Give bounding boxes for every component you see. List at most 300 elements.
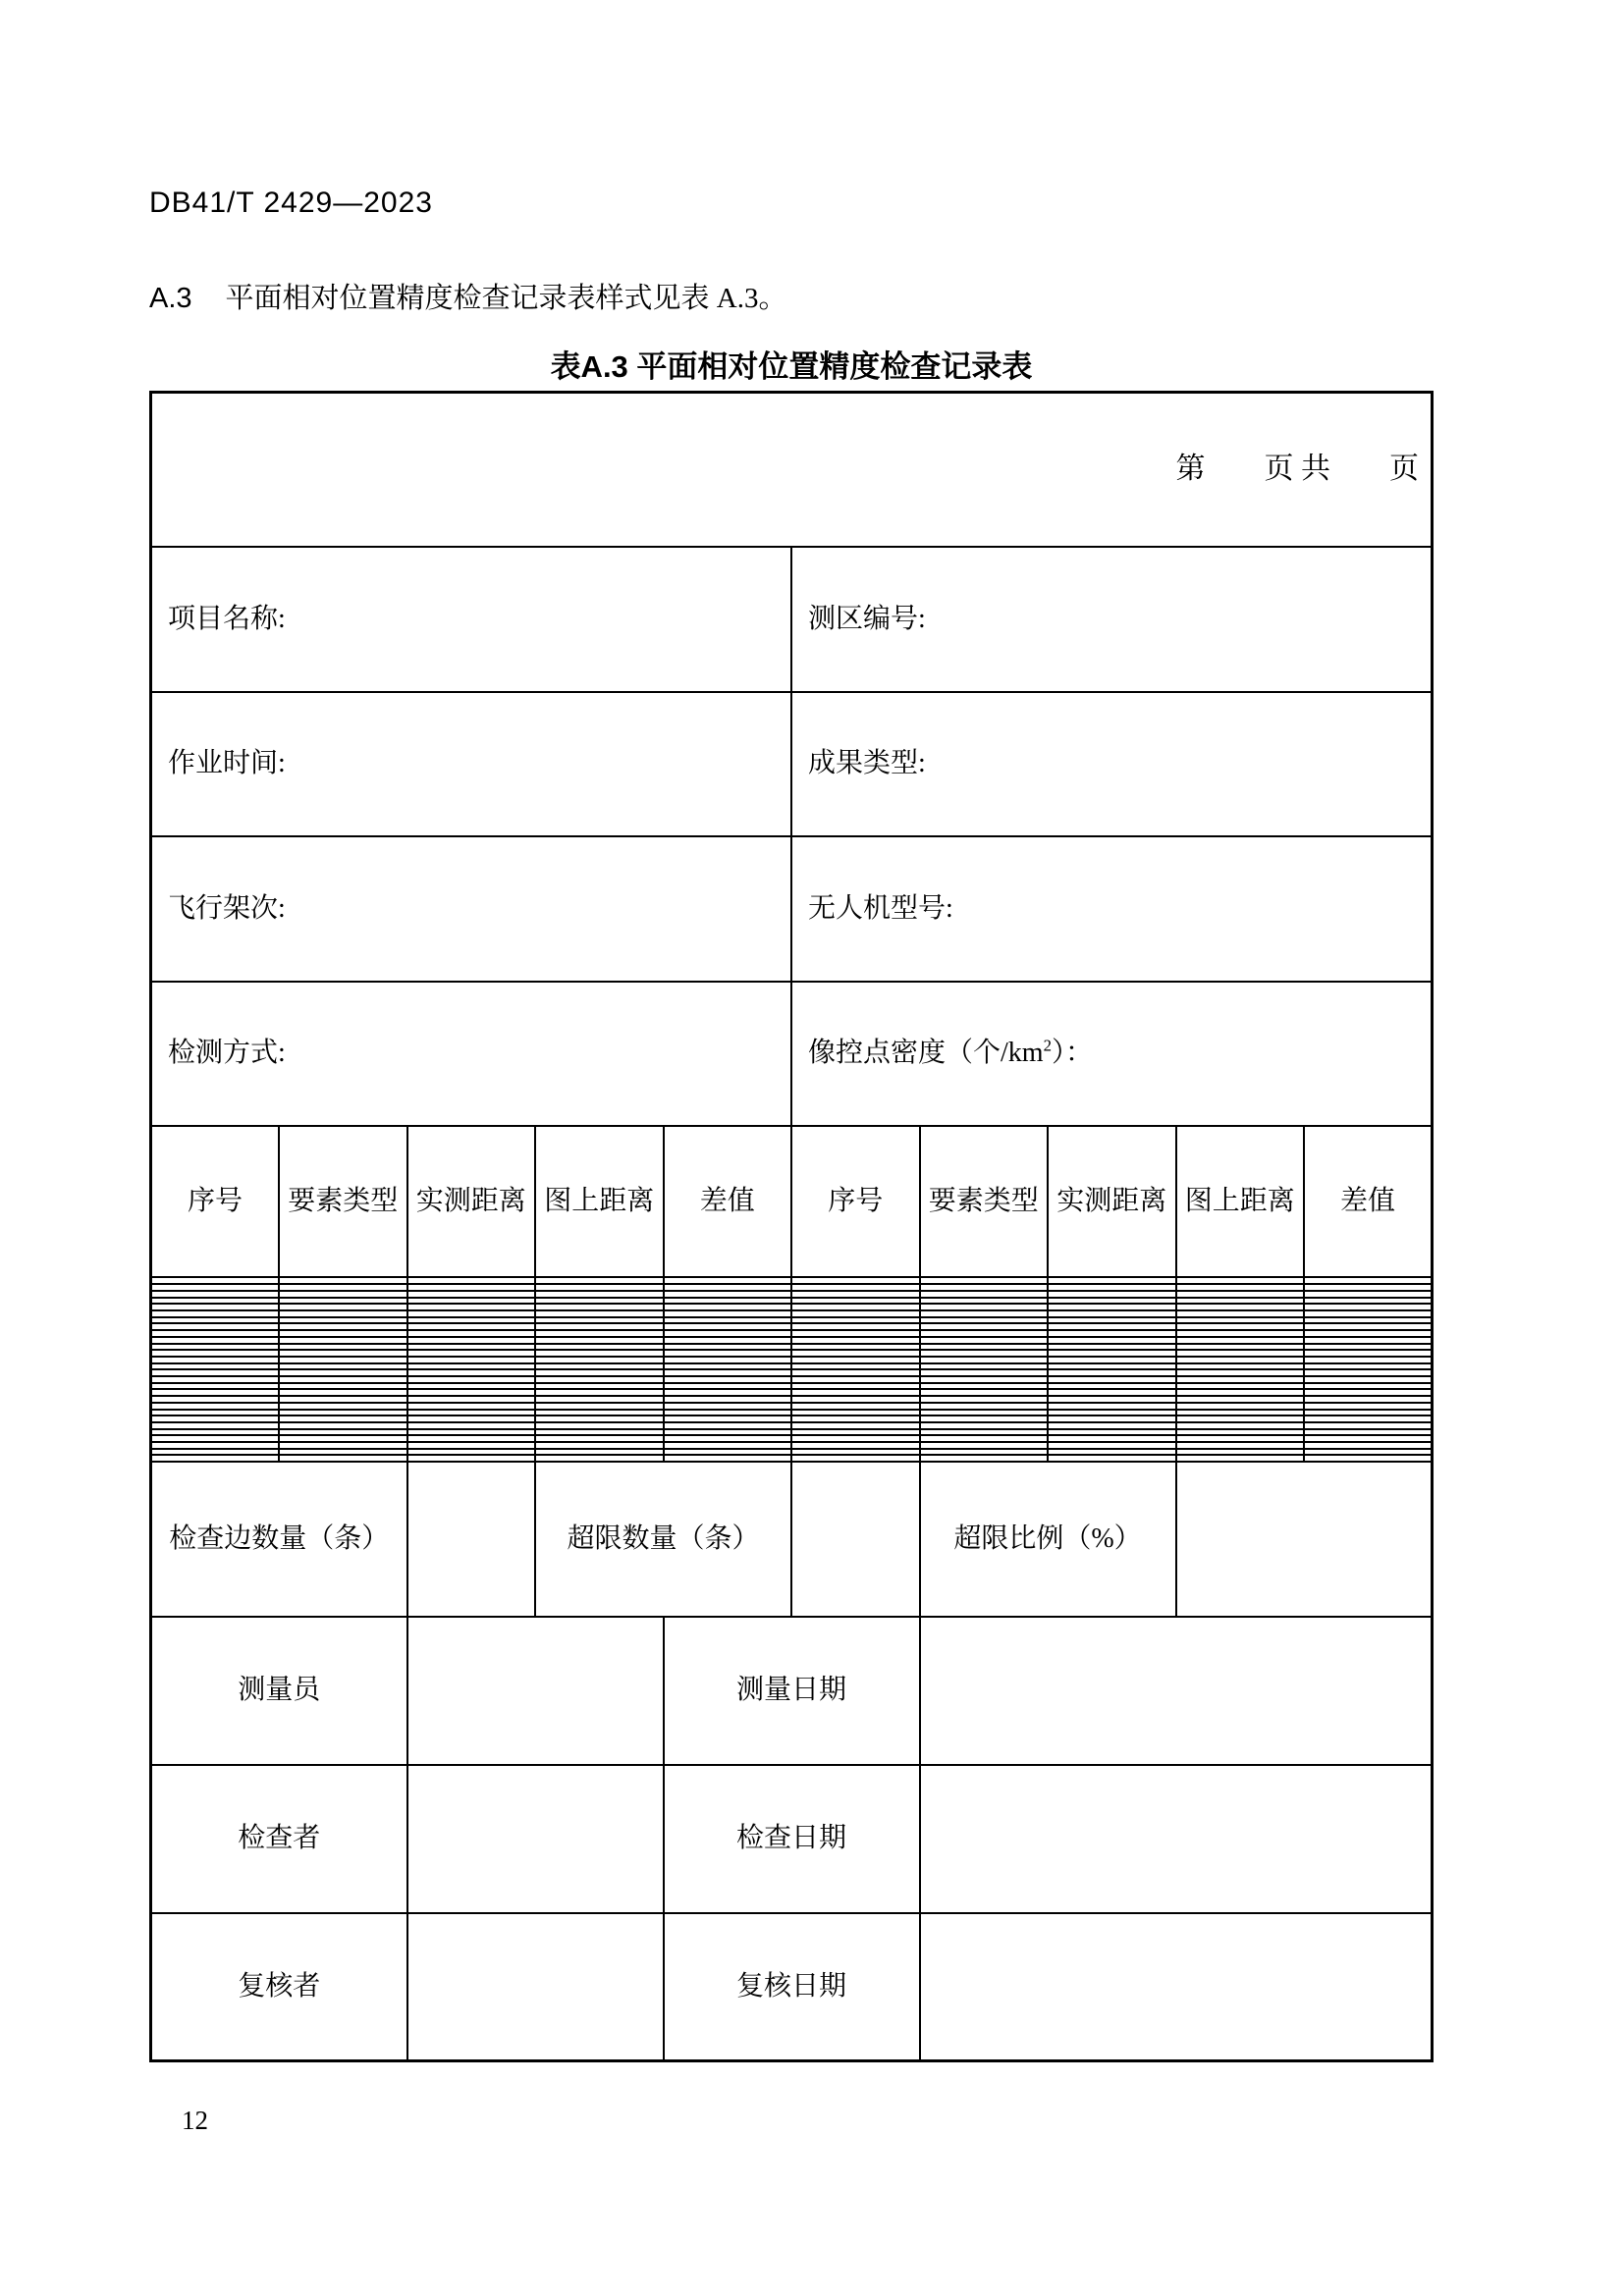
empty-grid-cell [279, 1298, 407, 1305]
page-number: 12 [182, 2106, 208, 2135]
empty-grid-cell [920, 1422, 1049, 1429]
empty-grid-cell [407, 1337, 536, 1344]
form-row-flight [151, 836, 1433, 982]
empty-grid-cell [920, 1304, 1049, 1310]
empty-grid-cell [535, 1435, 664, 1442]
empty-grid-cell [791, 1277, 920, 1284]
empty-grid-cell [664, 1410, 792, 1416]
reviewer-label-cell: 复核者 [151, 1913, 407, 2061]
empty-grid-cell [1048, 1363, 1176, 1370]
empty-grid-cell [1176, 1350, 1305, 1357]
empty-grid-cell [791, 1337, 920, 1344]
empty-grid-cell [1304, 1337, 1433, 1344]
empty-grid-cell [920, 1357, 1049, 1363]
empty-grid-cell [279, 1304, 407, 1310]
empty-grid-cell [1176, 1363, 1305, 1370]
empty-grid-cell [407, 1357, 536, 1363]
empty-row [151, 1291, 1433, 1298]
empty-grid-cell [1304, 1449, 1433, 1456]
empty-grid-cell [1176, 1396, 1305, 1403]
empty-grid-cell [535, 1310, 664, 1317]
empty-grid-cell [664, 1277, 792, 1284]
empty-grid-cell [151, 1422, 280, 1429]
empty-grid-cell [1048, 1291, 1176, 1298]
empty-grid-cell [920, 1455, 1049, 1462]
empty-grid-cell [407, 1383, 536, 1390]
density-label-suffix: ）： [1051, 1038, 1093, 1069]
empty-grid-cell [791, 1317, 920, 1324]
empty-grid-cell [920, 1415, 1049, 1422]
empty-grid-cell [151, 1350, 280, 1357]
empty-grid-cell [664, 1344, 792, 1351]
empty-grid-cell [279, 1337, 407, 1344]
empty-row [151, 1337, 1433, 1344]
empty-grid-cell [920, 1369, 1049, 1376]
empty-grid-cell [1176, 1383, 1305, 1390]
empty-grid-cell [279, 1310, 407, 1317]
empty-grid-cell [279, 1323, 407, 1330]
empty-grid-cell [151, 1298, 280, 1305]
empty-grid-cell [535, 1369, 664, 1376]
empty-grid-cell [1304, 1415, 1433, 1422]
empty-grid-cell [1176, 1410, 1305, 1416]
empty-grid-cell [535, 1291, 664, 1298]
empty-grid-cell [791, 1363, 920, 1370]
empty-grid-cell [920, 1376, 1049, 1383]
empty-grid-cell [920, 1277, 1049, 1284]
check-edges-label-cell: 检查边数量（条） [151, 1462, 407, 1617]
empty-grid-cell [151, 1429, 280, 1436]
empty-grid-cell [535, 1337, 664, 1344]
empty-grid-cell [920, 1344, 1049, 1351]
empty-row [151, 1284, 1433, 1291]
empty-row [151, 1323, 1433, 1330]
summary-row [151, 1462, 1433, 1617]
empty-grid-cell [1176, 1429, 1305, 1436]
column-header-cell: 序号 [151, 1126, 280, 1277]
check-date-label-cell: 检查日期 [664, 1765, 920, 1913]
review-date-value-cell [920, 1913, 1433, 2061]
empty-grid-cell [407, 1317, 536, 1324]
empty-grid-cell [1048, 1277, 1176, 1284]
empty-row [151, 1396, 1433, 1403]
empty-grid-cell [791, 1422, 920, 1429]
empty-grid-cell [1304, 1442, 1433, 1449]
empty-grid-cell [151, 1310, 280, 1317]
check-date-value-cell [920, 1765, 1433, 1913]
empty-grid-cell [407, 1389, 536, 1396]
empty-grid-cell [1048, 1317, 1176, 1324]
empty-row [151, 1383, 1433, 1390]
empty-grid-cell [791, 1455, 920, 1462]
empty-grid-cell [664, 1383, 792, 1390]
empty-grid-cell [279, 1389, 407, 1396]
over-limit-value-cell [791, 1462, 920, 1617]
empty-grid-cell [664, 1429, 792, 1436]
over-ratio-label-cell: 超限比例（%） [920, 1462, 1176, 1617]
doc-code: DB41/T 2429—2023 [149, 187, 433, 219]
survey-date-label-cell: 测量日期 [664, 1617, 920, 1765]
empty-grid-cell [1048, 1310, 1176, 1317]
empty-grid-cell [664, 1363, 792, 1370]
empty-grid-cell [279, 1455, 407, 1462]
empty-grid-cell [920, 1330, 1049, 1337]
empty-grid-cell [1304, 1310, 1433, 1317]
empty-grid-cell [1176, 1310, 1305, 1317]
empty-grid-cell [920, 1389, 1049, 1396]
empty-grid-cell [535, 1383, 664, 1390]
empty-grid-cell [791, 1344, 920, 1351]
empty-grid-cell [1048, 1284, 1176, 1291]
empty-grid-cell [791, 1396, 920, 1403]
uav-model-label-cell: 无人机型号: [791, 836, 1433, 982]
clause-text: 平面相对位置精度检查记录表样式见表 A.3。 [225, 283, 787, 314]
empty-grid-cell [920, 1363, 1049, 1370]
empty-grid-cell [407, 1277, 536, 1284]
empty-grid-cell [151, 1291, 280, 1298]
empty-grid-cell [664, 1442, 792, 1449]
empty-grid-cell [791, 1429, 920, 1436]
empty-grid-cell [664, 1337, 792, 1344]
empty-grid-cell [1304, 1298, 1433, 1305]
empty-row [151, 1449, 1433, 1456]
empty-grid-cell [920, 1449, 1049, 1456]
empty-grid-cell [1304, 1277, 1433, 1284]
empty-grid-cell [151, 1449, 280, 1456]
clause-number: A.3 [149, 283, 192, 314]
empty-grid-cell [151, 1410, 280, 1416]
empty-grid-cell [1176, 1455, 1305, 1462]
surveyor-label-cell: 测量员 [151, 1617, 407, 1765]
table-top-section [151, 393, 1433, 1278]
form-row-project [151, 547, 1433, 692]
empty-grid-cell [151, 1415, 280, 1422]
empty-grid-cell [1048, 1429, 1176, 1436]
empty-grid-cell [664, 1455, 792, 1462]
empty-grid-cell [1304, 1376, 1433, 1383]
empty-grid-cell [279, 1317, 407, 1324]
empty-grid-cell [791, 1435, 920, 1442]
empty-grid-cell [151, 1344, 280, 1351]
sign-row-surveyor [151, 1617, 1433, 1765]
empty-grid-cell [1176, 1442, 1305, 1449]
empty-grid-cell [1176, 1323, 1305, 1330]
result-type-label-cell: 成果类型: [791, 692, 1433, 837]
empty-grid-cell [1176, 1389, 1305, 1396]
empty-grid-cell [1304, 1435, 1433, 1442]
empty-grid-cell [279, 1435, 407, 1442]
over-limit-label-cell: 超限数量（条） [535, 1462, 791, 1617]
empty-grid-cell [535, 1415, 664, 1422]
empty-row [151, 1410, 1433, 1416]
empty-grid-cell [535, 1376, 664, 1383]
empty-grid-cell [1048, 1449, 1176, 1456]
work-time-label-cell: 作业时间: [151, 692, 792, 837]
empty-grid-cell [1048, 1410, 1176, 1416]
empty-grid-cell [535, 1410, 664, 1416]
empty-grid-cell [664, 1435, 792, 1442]
empty-grid-cell [1304, 1330, 1433, 1337]
empty-grid-cell [151, 1383, 280, 1390]
empty-grid-cell [664, 1298, 792, 1305]
empty-grid-cell [151, 1357, 280, 1363]
empty-grid-cell [151, 1455, 280, 1462]
empty-grid-cell [151, 1389, 280, 1396]
empty-grid-cell [279, 1376, 407, 1383]
empty-grid-cell [407, 1291, 536, 1298]
empty-grid-cell [535, 1389, 664, 1396]
form-row-method [151, 982, 1433, 1127]
empty-grid-cell [151, 1277, 280, 1284]
empty-grid-cell [664, 1357, 792, 1363]
empty-grid-cell [535, 1455, 664, 1462]
empty-grid-cell [791, 1291, 920, 1298]
control-point-density-label-cell [791, 982, 1433, 1127]
empty-grid-cell [407, 1369, 536, 1376]
empty-grid-cell [920, 1317, 1049, 1324]
project-name-label-cell: 项目名称: [151, 547, 792, 692]
empty-grid-cell [1048, 1369, 1176, 1376]
empty-grid-cell [535, 1330, 664, 1337]
empty-row [151, 1435, 1433, 1442]
empty-grid-cell [151, 1442, 280, 1449]
empty-grid-cell [1304, 1389, 1433, 1396]
empty-grid-cell [535, 1357, 664, 1363]
empty-row [151, 1350, 1433, 1357]
empty-grid-cell [279, 1350, 407, 1357]
empty-grid-cell [1048, 1337, 1176, 1344]
column-header-cell: 实测距离 [1048, 1126, 1176, 1277]
empty-grid-cell [1304, 1284, 1433, 1291]
empty-grid-cell [535, 1344, 664, 1351]
column-header-cell: 差值 [1304, 1126, 1433, 1277]
empty-grid-cell [279, 1422, 407, 1429]
empty-grid-cell [151, 1304, 280, 1310]
empty-grid-cell [664, 1317, 792, 1324]
empty-grid-cell [1048, 1442, 1176, 1449]
empty-grid-cell [151, 1403, 280, 1410]
over-ratio-value-cell [1176, 1462, 1433, 1617]
empty-grid-cell [1176, 1330, 1305, 1337]
pagination-cell: 第 页 共 页 [151, 393, 1433, 548]
empty-grid-cell [1176, 1304, 1305, 1310]
empty-grid-cell [1176, 1376, 1305, 1383]
empty-row [151, 1330, 1433, 1337]
empty-grid-cell [535, 1323, 664, 1330]
empty-grid-cell [664, 1396, 792, 1403]
empty-grid-cell [664, 1310, 792, 1317]
record-table [149, 391, 1434, 2062]
checker-value-cell [407, 1765, 664, 1913]
column-header-row [151, 1126, 1433, 1277]
empty-grid-cell [791, 1442, 920, 1449]
empty-grid-cell [535, 1442, 664, 1449]
checker-label-cell: 检查者 [151, 1765, 407, 1913]
empty-grid-cell [1176, 1369, 1305, 1376]
empty-grid-cell [1304, 1369, 1433, 1376]
empty-grid-cell [791, 1449, 920, 1456]
empty-row [151, 1357, 1433, 1363]
empty-row [151, 1389, 1433, 1396]
density-label-prefix: 像控点密度（个/km [808, 1038, 1044, 1069]
column-header-cell: 图上距离 [1176, 1126, 1305, 1277]
empty-grid-cell [407, 1298, 536, 1305]
table-bottom-section [151, 1462, 1433, 2060]
empty-grid-cell [535, 1422, 664, 1429]
survey-area-id-label-cell: 测区编号: [791, 547, 1433, 692]
empty-row [151, 1455, 1433, 1462]
empty-grid-cell [1304, 1396, 1433, 1403]
empty-grid-cell [151, 1284, 280, 1291]
empty-grid-cell [1048, 1403, 1176, 1410]
empty-grid-cell [407, 1415, 536, 1422]
empty-grid-cell [791, 1369, 920, 1376]
empty-grid-cell [664, 1304, 792, 1310]
empty-grid-cell [535, 1449, 664, 1456]
clause-a3-paragraph [149, 276, 786, 316]
empty-grid-cell [407, 1310, 536, 1317]
empty-grid-cell [151, 1369, 280, 1376]
empty-grid-cell [664, 1389, 792, 1396]
empty-grid-cell [664, 1369, 792, 1376]
check-method-label-cell: 检测方式: [151, 982, 792, 1127]
sign-row-checker [151, 1765, 1433, 1913]
empty-grid-cell [1304, 1350, 1433, 1357]
empty-grid-cell [1048, 1350, 1176, 1357]
empty-grid-cell [151, 1337, 280, 1344]
empty-grid-cell [1048, 1344, 1176, 1351]
empty-row [151, 1442, 1433, 1449]
empty-grid-cell [920, 1403, 1049, 1410]
empty-grid-cell [279, 1410, 407, 1416]
empty-grid-cell [1176, 1277, 1305, 1284]
empty-grid-cell [920, 1284, 1049, 1291]
empty-grid-cell [1048, 1376, 1176, 1383]
empty-grid-cell [535, 1298, 664, 1305]
empty-grid-cell [1304, 1403, 1433, 1410]
empty-grid-cell [279, 1403, 407, 1410]
empty-grid-cell [664, 1403, 792, 1410]
empty-grid-cell [1176, 1415, 1305, 1422]
empty-grid-cell [1176, 1298, 1305, 1305]
empty-grid-cell [279, 1442, 407, 1449]
empty-row [151, 1277, 1433, 1284]
empty-grid-cell [920, 1291, 1049, 1298]
empty-grid-cell [279, 1344, 407, 1351]
empty-grid-cell [1304, 1317, 1433, 1324]
flight-sortie-label-cell: 飞行架次: [151, 836, 792, 982]
table-title: 表A.3 平面相对位置精度检查记录表 [550, 349, 1033, 384]
empty-grid-cell [1176, 1403, 1305, 1410]
empty-row [151, 1403, 1433, 1410]
empty-grid-cell [920, 1442, 1049, 1449]
empty-grid-cell [791, 1323, 920, 1330]
empty-grid-cell [791, 1389, 920, 1396]
empty-grid-cell [407, 1376, 536, 1383]
empty-grid-cell [279, 1396, 407, 1403]
empty-grid-cell [151, 1396, 280, 1403]
empty-row [151, 1304, 1433, 1310]
empty-grid-cell [279, 1357, 407, 1363]
empty-grid-cell [664, 1415, 792, 1422]
empty-grid-cell [1304, 1291, 1433, 1298]
empty-grid-cell [407, 1304, 536, 1310]
empty-grid-cell [1048, 1455, 1176, 1462]
empty-grid-cell [920, 1383, 1049, 1390]
empty-row [151, 1415, 1433, 1422]
empty-grid-cell [1304, 1410, 1433, 1416]
empty-grid-cell [407, 1429, 536, 1436]
empty-grid-cell [920, 1396, 1049, 1403]
empty-grid-cell [920, 1350, 1049, 1357]
sign-row-reviewer [151, 1913, 1433, 2061]
empty-grid-cell [535, 1304, 664, 1310]
empty-grid-cell [791, 1330, 920, 1337]
empty-grid-cell [535, 1317, 664, 1324]
empty-grid-cell [1048, 1304, 1176, 1310]
density-label-superscript: 2 [1043, 1037, 1052, 1056]
empty-grid-cell [664, 1376, 792, 1383]
form-row-worktime [151, 692, 1433, 837]
empty-grid-cell [279, 1330, 407, 1337]
empty-grid-cell [407, 1455, 536, 1462]
surveyor-value-cell [407, 1617, 664, 1765]
empty-row [151, 1344, 1433, 1351]
empty-row [151, 1298, 1433, 1305]
review-date-label-cell: 复核日期 [664, 1913, 920, 2061]
empty-grid-cell [791, 1304, 920, 1310]
empty-grid-cell [920, 1337, 1049, 1344]
empty-grid-cell [407, 1344, 536, 1351]
pagination-row [151, 393, 1433, 548]
empty-grid-cell [279, 1363, 407, 1370]
empty-grid-cell [407, 1323, 536, 1330]
grid-body [151, 1277, 1433, 1462]
empty-grid-cell [791, 1357, 920, 1363]
empty-grid-cell [407, 1350, 536, 1357]
empty-grid-cell [1176, 1337, 1305, 1344]
reviewer-value-cell [407, 1913, 664, 2061]
empty-grid-cell [920, 1298, 1049, 1305]
empty-row [151, 1376, 1433, 1383]
empty-grid-cell [1176, 1449, 1305, 1456]
empty-grid-cell [791, 1415, 920, 1422]
empty-grid-cell [407, 1330, 536, 1337]
empty-grid-cell [1048, 1298, 1176, 1305]
empty-grid-cell [407, 1396, 536, 1403]
empty-grid-cell [407, 1410, 536, 1416]
empty-grid-cell [151, 1435, 280, 1442]
column-header-cell: 要素类型 [920, 1126, 1049, 1277]
empty-row [151, 1363, 1433, 1370]
empty-grid-cell [407, 1435, 536, 1442]
empty-grid-cell [151, 1317, 280, 1324]
empty-grid-cell [535, 1277, 664, 1284]
empty-grid-cell [1304, 1422, 1433, 1429]
empty-grid-cell [535, 1396, 664, 1403]
empty-grid-cell [1176, 1357, 1305, 1363]
empty-grid-cell [1048, 1435, 1176, 1442]
empty-grid-cell [1176, 1317, 1305, 1324]
empty-grid-cell [407, 1363, 536, 1370]
empty-grid-cell [1048, 1396, 1176, 1403]
empty-row [151, 1369, 1433, 1376]
empty-grid-cell [1304, 1429, 1433, 1436]
empty-grid-cell [1176, 1435, 1305, 1442]
column-header-cell: 要素类型 [279, 1126, 407, 1277]
empty-grid-cell [1176, 1344, 1305, 1351]
empty-grid-cell [664, 1422, 792, 1429]
